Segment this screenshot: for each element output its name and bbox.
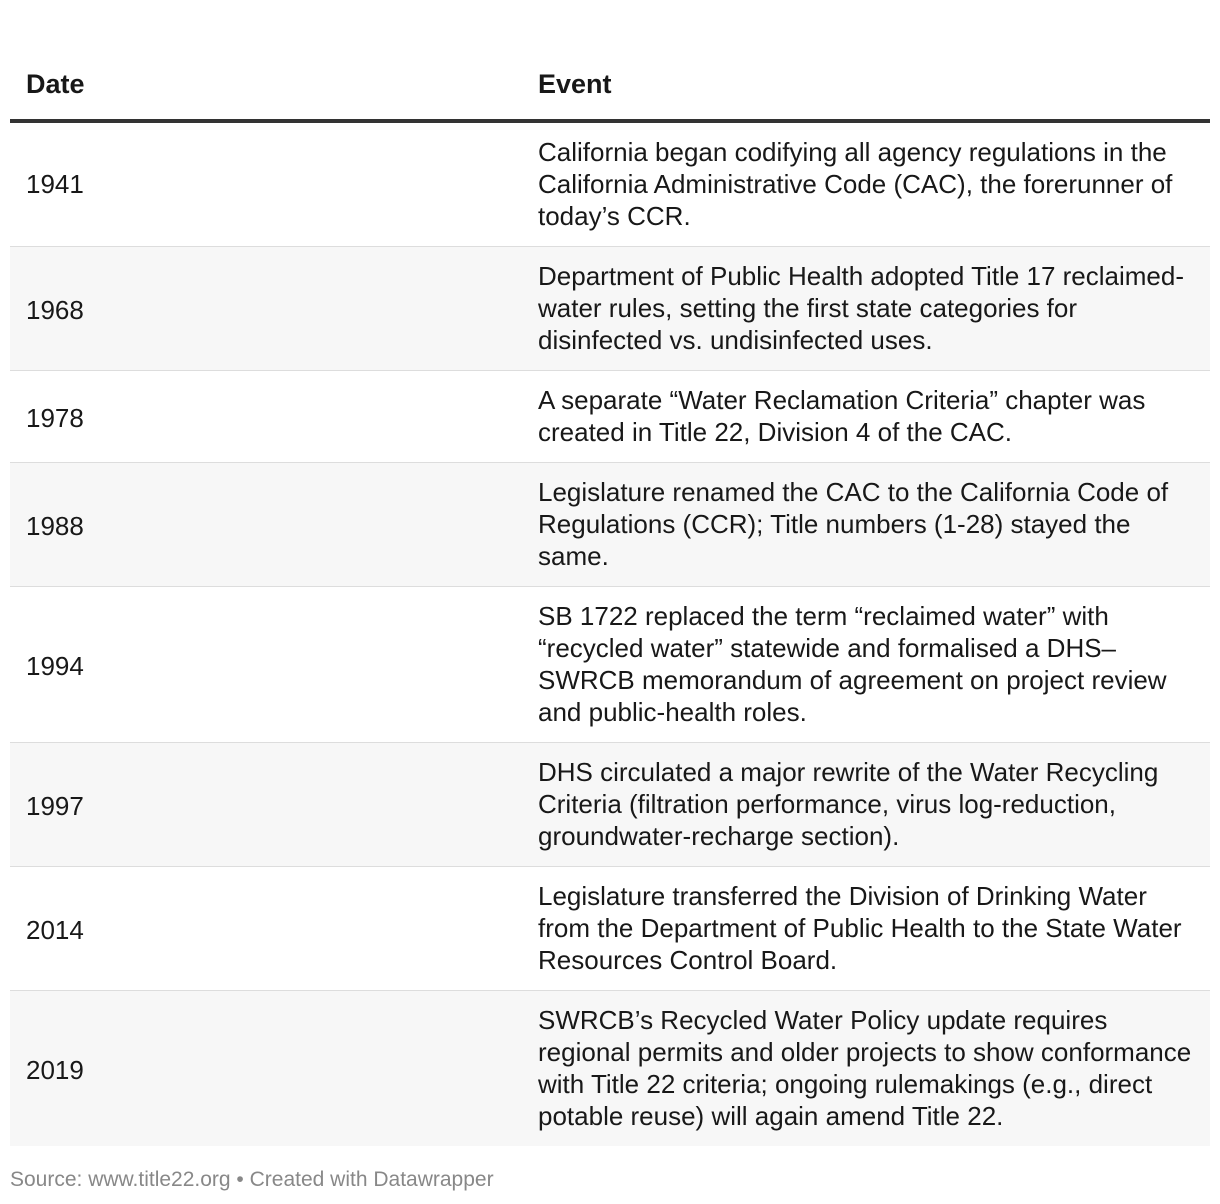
date-cell: 1988 bbox=[10, 463, 522, 587]
table-row bbox=[10, 371, 1210, 463]
timeline-table bbox=[10, 48, 1210, 1146]
date-cell: 1978 bbox=[10, 371, 522, 463]
date-cell: 1997 bbox=[10, 743, 522, 867]
table-row bbox=[10, 587, 1210, 743]
date-cell: 1941 bbox=[10, 121, 522, 247]
table-header bbox=[10, 48, 1210, 121]
column-header-date[interactable]: Date bbox=[10, 48, 522, 121]
source-footer: Source: www.title22.org • Created with Datawrapper bbox=[10, 1168, 494, 1191]
table-row bbox=[10, 247, 1210, 371]
event-cell: DHS circulated a major rewrite of the Water Recycling Criteria (filtration performance, virus log-reduction, groundwater-recharge section). bbox=[522, 743, 1210, 867]
date-cell: 2019 bbox=[10, 991, 522, 1147]
timeline-table-container bbox=[10, 48, 1210, 1146]
event-cell: California began codifying all agency regulations in the California Administrative Code (CAC), the forerunner of today’s CCR. bbox=[522, 121, 1210, 247]
date-cell: 1994 bbox=[10, 587, 522, 743]
table-row bbox=[10, 867, 1210, 991]
table-row bbox=[10, 463, 1210, 587]
column-header-event[interactable]: Event bbox=[522, 48, 1210, 121]
event-cell: A separate “Water Reclamation Criteria” chapter was created in Title 22, Division 4 of the CAC. bbox=[522, 371, 1210, 463]
header-row bbox=[10, 48, 1210, 121]
event-cell: Legislature transferred the Division of Drinking Water from the Department of Public Health to the State Water Resources Control Board. bbox=[522, 867, 1210, 991]
event-cell: Legislature renamed the CAC to the California Code of Regulations (CCR); Title numbers (1-28) stayed the same. bbox=[522, 463, 1210, 587]
event-cell: SWRCB’s Recycled Water Policy update requires regional permits and older projects to show conformance with Title 22 criteria; ongoing rulemakings (e.g., direct potable reuse) will again amend Title 22. bbox=[522, 991, 1210, 1147]
date-cell: 1968 bbox=[10, 247, 522, 371]
event-cell: Department of Public Health adopted Title 17 reclaimed-water rules, setting the first state categories for disinfected vs. undisinfected uses. bbox=[522, 247, 1210, 371]
table-row bbox=[10, 121, 1210, 247]
table-row bbox=[10, 991, 1210, 1147]
table-row bbox=[10, 743, 1210, 867]
event-cell: SB 1722 replaced the term “reclaimed water” with “recycled water” statewide and formalised a DHS–SWRCB memorandum of agreement on project review and public-health roles. bbox=[522, 587, 1210, 743]
date-cell: 2014 bbox=[10, 867, 522, 991]
table-body bbox=[10, 121, 1210, 1146]
